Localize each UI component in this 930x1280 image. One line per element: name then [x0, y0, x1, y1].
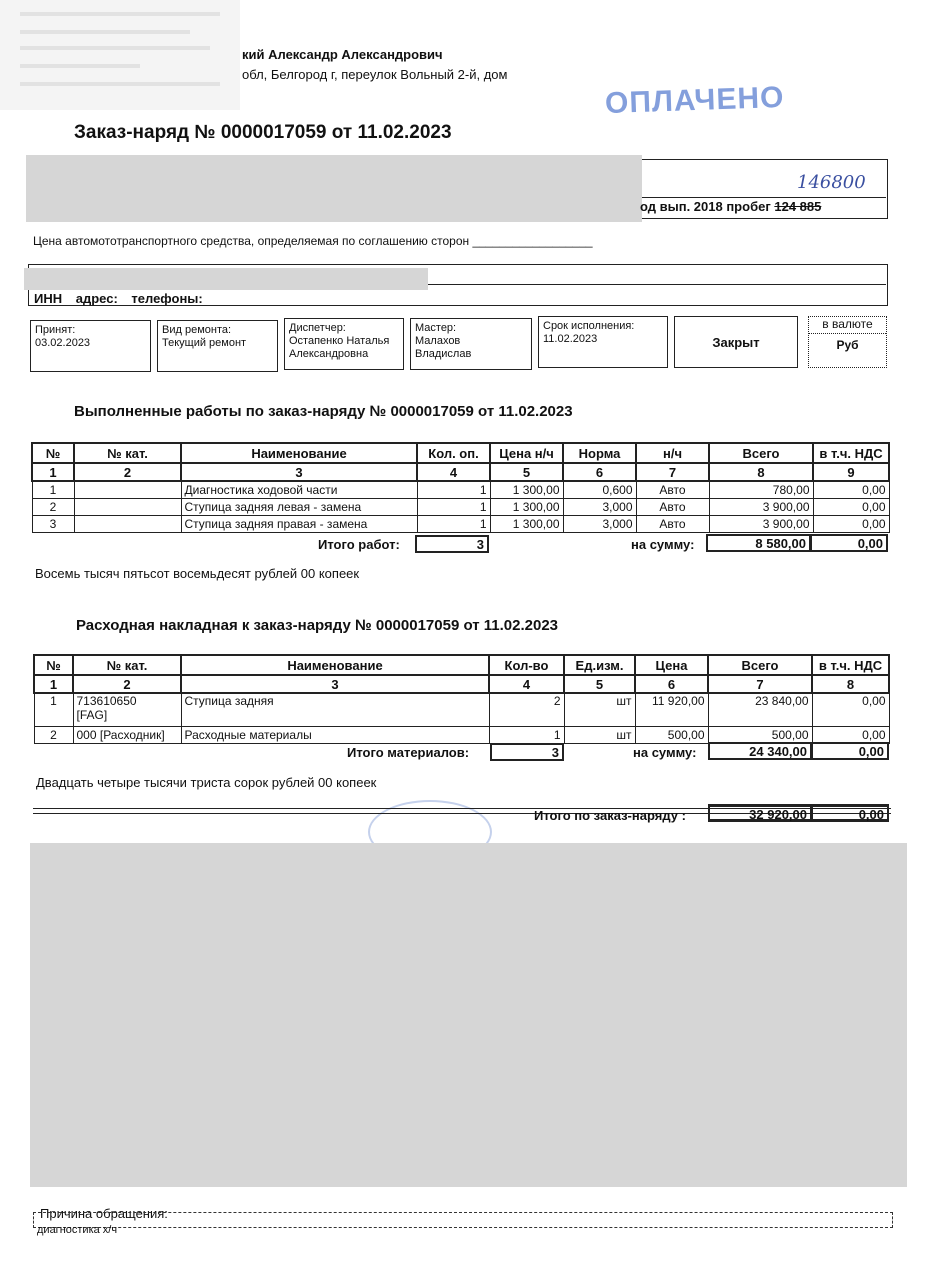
col-header: Цена: [635, 655, 708, 675]
cell-n: 1: [32, 481, 74, 499]
works-total-label: Итого работ:: [318, 537, 400, 552]
cell-total: 500,00: [708, 727, 812, 744]
cell-n: 3: [32, 516, 74, 533]
cell-vat: 0,00: [813, 481, 889, 499]
col-number: 7: [708, 675, 812, 693]
reason-value: диагностика х/ч: [37, 1224, 118, 1236]
reason-label: Причина обращения:: [40, 1206, 168, 1221]
col-header: № кат.: [73, 655, 181, 675]
master-box: [410, 318, 532, 370]
handwritten-mileage: 146800: [797, 172, 866, 193]
customer-inn-line: ИНН адрес: телефоны:: [34, 291, 203, 306]
grand-total-vat: 0,00: [811, 804, 889, 822]
col-number: 5: [564, 675, 635, 693]
cell-vat: 0,00: [812, 693, 889, 727]
cell-vat: 0,00: [813, 516, 889, 533]
cell-norm: 0,600: [563, 481, 636, 499]
repair-type-label: Вид ремонта:: [162, 324, 232, 336]
redacted-lower-section: [30, 843, 907, 1187]
cell-total: 3 900,00: [709, 499, 813, 516]
cell-name: Ступица задняя левая - замена: [181, 499, 417, 516]
struck-mileage: 124 885: [774, 199, 822, 214]
materials-title: Расходная накладная к заказ-наряду № 0000017059 от 11.02.2023: [76, 617, 558, 634]
cell-qty: 1: [489, 727, 564, 744]
cell-unit: шт: [564, 727, 635, 744]
col-header: Наименование: [181, 655, 489, 675]
table-row: [34, 727, 889, 744]
col-header: № кат.: [74, 443, 181, 463]
materials-sum-words: Двадцать четыре тысячи триста сорок рублей 00 копеек: [36, 775, 377, 790]
table-row: [32, 516, 889, 533]
currency-box: [808, 316, 887, 368]
table-row: [32, 481, 889, 499]
repair-type-value: Текущий ремонт: [162, 337, 247, 349]
cell-vat: 0,00: [813, 499, 889, 516]
col-number: 1: [34, 675, 73, 693]
col-number: 1: [32, 463, 74, 481]
col-header: №: [34, 655, 73, 675]
materials-sum-total: 24 340,00: [708, 742, 812, 760]
cell-price: 11 920,00: [635, 693, 708, 727]
dispatcher-label: Диспетчер:: [289, 322, 346, 334]
col-number: 9: [813, 463, 889, 481]
cell-cat: [74, 499, 181, 516]
col-header: в т.ч. НДС: [813, 443, 889, 463]
cell-qty: 1: [417, 481, 490, 499]
deadline-value: 11.02.2023: [543, 333, 598, 345]
col-header: №: [32, 443, 74, 463]
deadline-label: Срок исполнения:: [543, 320, 635, 332]
col-number: 2: [74, 463, 181, 481]
cell-nh: Авто: [636, 516, 709, 533]
grand-total-value: 32 920,00: [708, 804, 812, 822]
master-value: Малахов Владислав: [415, 335, 472, 360]
works-table: [31, 442, 890, 533]
works-title: Выполненные работы по заказ-наряду № 0000017059 от 11.02.2023: [74, 403, 573, 420]
cell-cat-brand: [FAG]: [76, 708, 108, 722]
cell-n: 1: [34, 693, 73, 727]
materials-sum-label: на сумму:: [633, 745, 697, 760]
materials-header-row: [34, 655, 889, 675]
works-total-count: 3: [415, 535, 489, 553]
col-number: 3: [181, 463, 417, 481]
materials-total-label: Итого материалов:: [347, 745, 470, 760]
cell-qty: 1: [417, 499, 490, 516]
col-header: Кол. оп.: [417, 443, 490, 463]
col-number: 8: [709, 463, 813, 481]
col-header: Кол-во: [489, 655, 564, 675]
cell-total: 3 900,00: [709, 516, 813, 533]
col-number: 6: [635, 675, 708, 693]
cell-name: Ступица задняя правая - замена: [181, 516, 417, 533]
paid-stamp: ОПЛАЧЕНО: [604, 80, 785, 121]
col-number: 2: [73, 675, 181, 693]
cell-qty: 2: [489, 693, 564, 727]
cell-norm: 3,000: [563, 516, 636, 533]
cell-price: 1 300,00: [490, 481, 563, 499]
col-number: 8: [812, 675, 889, 693]
materials-number-row: [34, 675, 889, 693]
col-header: Наименование: [181, 443, 417, 463]
accepted-value: 03.02.2023: [35, 337, 91, 349]
reason-box: [33, 1212, 893, 1228]
col-header: Всего: [708, 655, 812, 675]
cell-total: 780,00: [709, 481, 813, 499]
cell-qty: 1: [417, 516, 490, 533]
table-row: [32, 499, 889, 516]
col-number: 6: [563, 463, 636, 481]
master-label: Мастер:: [415, 322, 457, 334]
vehicle-year-mileage: [640, 199, 821, 214]
col-header: Норма: [563, 443, 636, 463]
works-number-row: [32, 463, 889, 481]
company-owner-name: кий Александр Александрович: [242, 47, 443, 62]
company-address: обл, Белгород г, переулок Вольный 2-й, дом: [242, 67, 508, 82]
dispatcher-box: [284, 318, 404, 370]
col-number: 3: [181, 675, 489, 693]
cell-total: 23 840,00: [708, 693, 812, 727]
materials-sum-vat: 0,00: [811, 742, 889, 760]
table-row: [34, 693, 889, 727]
col-header: Ед.изм.: [564, 655, 635, 675]
dispatcher-value: Остапенко Наталья Александровна: [289, 335, 390, 360]
col-header: Всего: [709, 443, 813, 463]
cell-unit: шт: [564, 693, 635, 727]
order-status: Закрыт: [674, 316, 798, 368]
cell-price: 500,00: [635, 727, 708, 744]
cell-nh: Авто: [636, 499, 709, 516]
cell-norm: 3,000: [563, 499, 636, 516]
col-header: н/ч: [636, 443, 709, 463]
repair-type-box: [157, 320, 278, 372]
col-number: 7: [636, 463, 709, 481]
cell-cat: [74, 481, 181, 499]
cell-cat-code: 713610650: [76, 694, 137, 708]
redacted-header-block: [0, 0, 240, 110]
col-header: Цена н/ч: [490, 443, 563, 463]
cell-cat: [74, 516, 181, 533]
accepted-label: Принят:: [35, 324, 76, 336]
cell-price: 1 300,00: [490, 499, 563, 516]
currency-value: Руб: [836, 338, 859, 352]
cell-n: 2: [34, 727, 73, 744]
year-mileage-text: од вып. 2018 пробег: [640, 199, 775, 214]
materials-table: [33, 654, 890, 744]
cell-cat: 000 [Расходник]: [73, 727, 181, 744]
col-number: 5: [490, 463, 563, 481]
deadline-box: [538, 316, 668, 368]
cell-name: Расходные материалы: [181, 727, 489, 744]
works-sum-vat: 0,00: [810, 534, 888, 552]
page-title: Заказ-наряд № 0000017059 от 11.02.2023: [74, 122, 452, 143]
works-sum-total: 8 580,00: [706, 534, 811, 552]
col-number: 4: [489, 675, 564, 693]
works-sum-label: на сумму:: [631, 537, 695, 552]
materials-total-count: 3: [490, 743, 564, 761]
cell-nh: Авто: [636, 481, 709, 499]
currency-divider: [809, 333, 886, 334]
cell-price: 1 300,00: [490, 516, 563, 533]
col-header: в т.ч. НДС: [812, 655, 889, 675]
redacted-customer-name: [24, 268, 428, 290]
cell-name: Диагностика ходовой части: [181, 481, 417, 499]
cell-vat: 0,00: [812, 727, 889, 744]
works-sum-words: Восемь тысяч пятьсот восемьдесят рублей 00 копеек: [35, 566, 360, 581]
cell-n: 2: [32, 499, 74, 516]
cell-cat: [73, 693, 181, 727]
vehicle-price-line: Цена автомототранспортного средства, определяемая по соглашению сторон __________________: [33, 234, 593, 248]
currency-label: в валюте: [822, 317, 873, 331]
redacted-vehicle-info: [26, 155, 642, 222]
accepted-box: [30, 320, 151, 372]
grand-total-label: Итого по заказ-наряду :: [534, 808, 686, 823]
col-number: 4: [417, 463, 490, 481]
works-header-row: [32, 443, 889, 463]
cell-name: Ступица задняя: [181, 693, 489, 727]
